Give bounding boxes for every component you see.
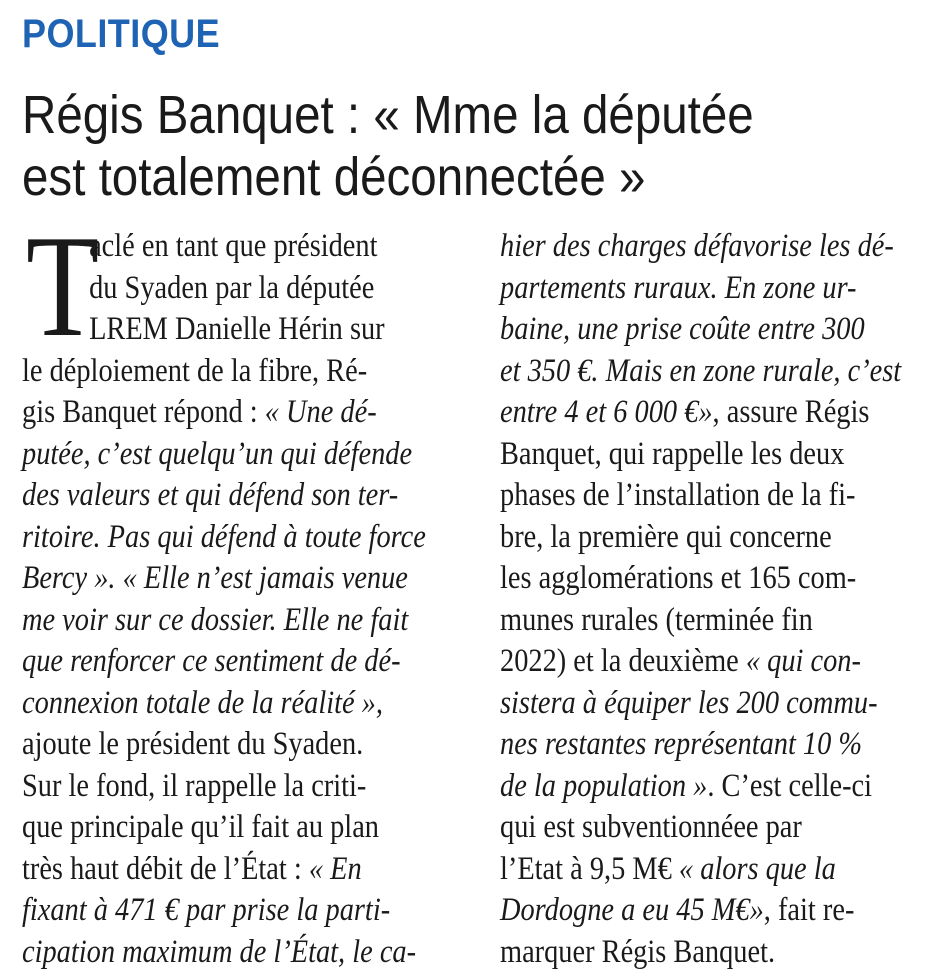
text-run: que renforcer ce sentiment de dé- (22, 643, 401, 679)
text-run: fixant à 471 € par prise la parti- (22, 892, 390, 928)
text-run: que principale qu’il fait au plan (22, 809, 379, 845)
text-line (22, 724, 426, 766)
text-line (500, 600, 921, 642)
article-headline (22, 84, 937, 208)
text-run: marquer Régis Banquet. (500, 934, 775, 970)
text-line (500, 890, 921, 932)
text-line (500, 392, 921, 434)
text-run: hier des charges défavorise les dé- (500, 228, 894, 264)
text-line (500, 849, 921, 891)
text-run: les agglomérations et 165 com- (500, 560, 856, 596)
text-line (22, 683, 426, 725)
text-run: putée, c’est quelqu’un qui défende (22, 436, 412, 472)
text-line (22, 932, 426, 973)
text-run: Banquet, qui rappelle les deux (500, 436, 844, 472)
text-run: sistera à équiper les 200 commu- (500, 685, 878, 721)
text-run: Dordogne a eu 45 M€» (500, 892, 764, 928)
text-run: bre, la première qui concerne (500, 519, 832, 555)
text-run-italic: « alors que la (679, 851, 836, 887)
text-run-italic: « Une dé- (265, 394, 377, 430)
text-run: de la population » (500, 768, 707, 804)
text-run: baine, une prise coûte entre 300 (500, 311, 865, 347)
text-line (500, 309, 921, 351)
text-line (22, 517, 426, 559)
text-line (500, 724, 921, 766)
text-run: cipation maximum de l’État, le ca- (22, 934, 416, 970)
text-run: et 350 €. Mais en zone rurale, c’est (500, 353, 901, 389)
text-line (22, 309, 426, 351)
headline-line-2: est totalement déconnectée » (22, 146, 937, 208)
text-run: ajoute le président du Syaden. (22, 726, 363, 762)
text-line (22, 475, 426, 517)
text-line (22, 890, 426, 932)
text-line (500, 683, 921, 725)
text-run: . C’est celle-ci (707, 768, 872, 804)
text-run: partements ruraux. En zone ur- (500, 270, 857, 306)
text-line (22, 807, 426, 849)
text-run: ritoire. Pas qui défend à toute force (22, 519, 426, 555)
headline-line-1: Régis Banquet : « Mme la députée (22, 84, 937, 146)
text-line (22, 434, 426, 476)
text-line (500, 226, 921, 268)
text-line (22, 558, 426, 600)
text-run: aclé en tant que président (89, 228, 377, 264)
text-run: , fait re- (764, 892, 855, 928)
text-run: le déploiement de la fibre, Ré- (22, 353, 367, 389)
article-column-right (500, 226, 950, 973)
text-run: Sur le fond, il rappelle la criti- (22, 768, 366, 804)
text-run: gis Banquet répond : (22, 394, 265, 430)
text-line (500, 932, 921, 973)
text-run: très haut débit de l’État : (22, 851, 309, 887)
text-run: LREM Danielle Hérin sur (89, 311, 385, 347)
text-run: Bercy ». « Elle n’est jamais venue (22, 560, 408, 596)
text-run: du Syaden par la députée (89, 270, 374, 306)
text-line (500, 766, 921, 808)
text-line (500, 641, 921, 683)
text-run: me voir sur ce dossier. Elle ne fait (22, 602, 408, 638)
text-line (500, 268, 921, 310)
text-run: , assure Régis (713, 394, 870, 430)
text-line (500, 517, 921, 559)
text-line (500, 434, 921, 476)
text-line (22, 849, 426, 891)
text-run: connexion totale de la réalité », (22, 685, 383, 721)
text-run: 2022) et la deuxième (500, 643, 746, 679)
text-line (22, 641, 426, 683)
text-line (22, 392, 426, 434)
text-line (500, 558, 921, 600)
text-run: nes restantes représentant 10 % (500, 726, 862, 762)
text-run: munes rurales (terminée fin (500, 602, 813, 638)
text-run: qui est subventionnéee par (500, 809, 802, 845)
text-line (22, 268, 426, 310)
text-run: des valeurs et qui défend son ter- (22, 477, 398, 513)
text-run: entre 4 et 6 000 €» (500, 394, 713, 430)
text-line (22, 766, 426, 808)
text-run: phases de l’installation de la fi- (500, 477, 855, 513)
article-column-left (22, 226, 492, 973)
text-run-italic: « En (309, 851, 362, 887)
text-run-italic: « qui con- (746, 643, 861, 679)
drop-cap: T (26, 226, 99, 346)
text-line (22, 600, 426, 642)
section-rubric: POLITIQUE (22, 12, 220, 57)
text-run: l’Etat à 9,5 M€ (500, 851, 679, 887)
text-line (22, 351, 426, 393)
text-line (500, 351, 921, 393)
text-line (500, 807, 921, 849)
text-line (500, 475, 921, 517)
text-line (22, 226, 426, 268)
